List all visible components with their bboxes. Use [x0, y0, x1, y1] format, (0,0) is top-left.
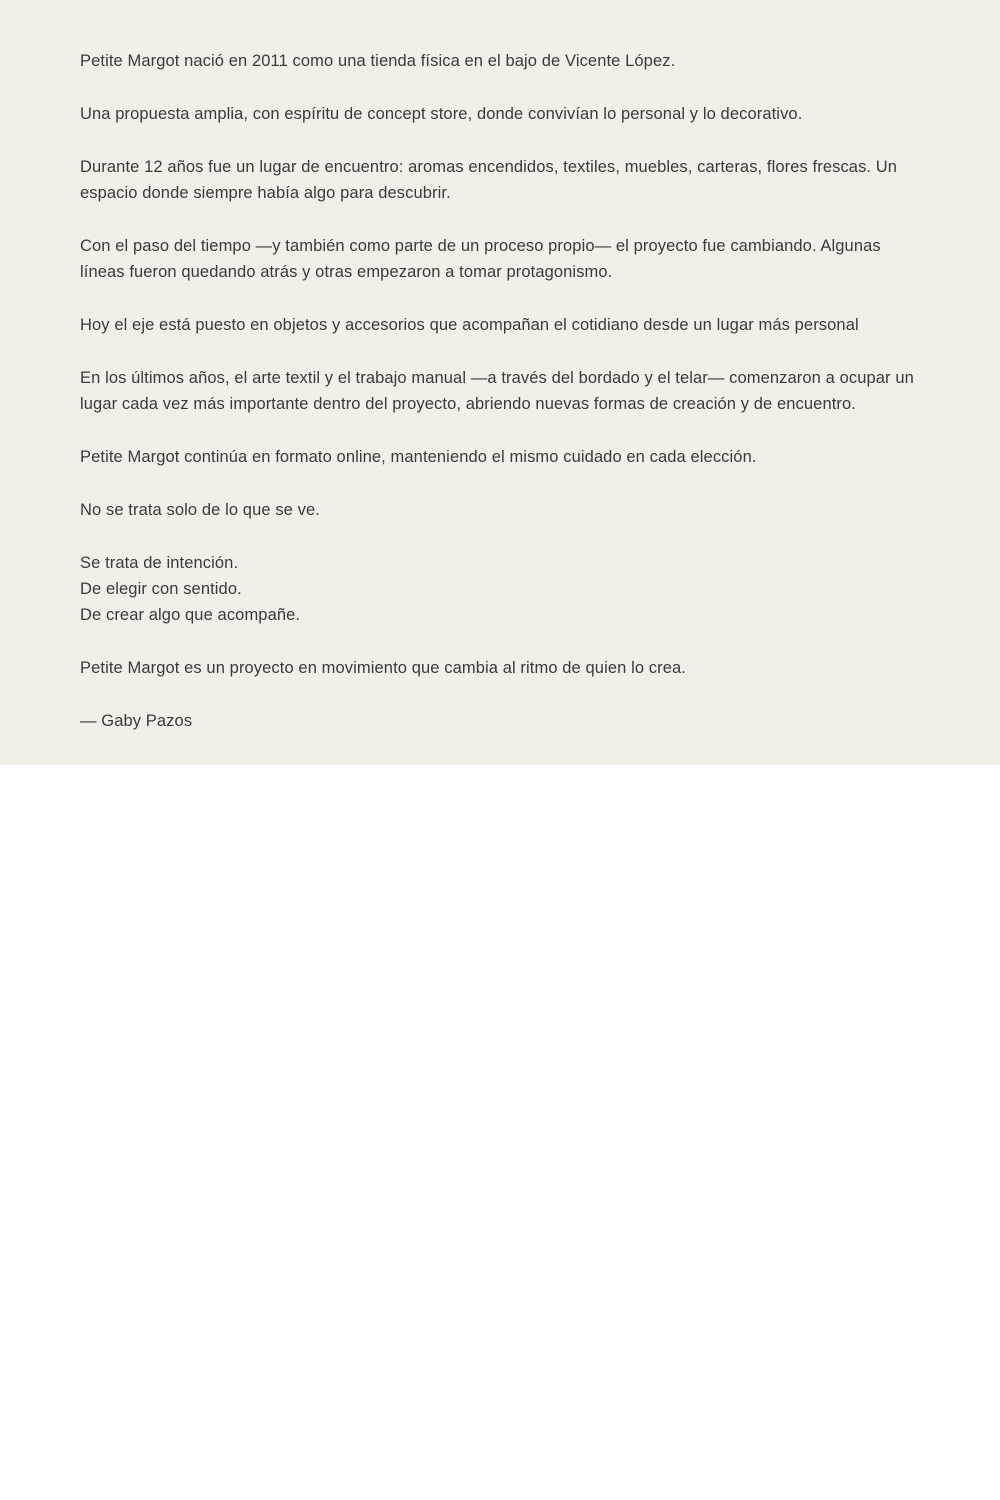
about-signature: — Gaby Pazos — [80, 712, 193, 730]
about-paragraph: Con el paso del tiempo —y también como parte de un proceso propio— el proyecto fue cambiando. Algunas líneas fueron quedando atrás y otras empezaron a tomar protagonismo. — [80, 237, 881, 281]
about-paragraph: No se trata solo de lo que se ve. — [80, 501, 320, 519]
manifesto-line: Se trata de intención. — [80, 554, 239, 572]
about-closing: Petite Margot es un proyecto en movimiento que cambia al ritmo de quien lo crea. — [80, 659, 686, 677]
about-paragraph: Petite Margot nació en 2011 como una tienda física en el bajo de Vicente López. — [80, 52, 676, 70]
about-paragraph: En los últimos años, el arte textil y el trabajo manual —a través del bordado y el telar— comenzaron a ocupar un lugar cada vez más importante dentro del proyecto, abriendo nuevas formas de creación y de encuentro. — [80, 369, 914, 413]
manifesto-line: De crear algo que acompañe. — [80, 606, 301, 624]
about-paragraph: Durante 12 años fue un lugar de encuentro: aromas encendidos, textiles, muebles, carteras, flores frescas. Un espacio donde siempre había algo para descubrir. — [80, 158, 898, 202]
about-paragraph: Hoy el eje está puesto en objetos y accesorios que acompañan el cotidiano desde un lugar más personal — [80, 316, 859, 334]
about-paragraph: Petite Margot continúa en formato online, manteniendo el mismo cuidado en cada elección. — [80, 448, 757, 466]
manifesto-line: De elegir con sentido. — [80, 580, 242, 598]
manifesto-block — [80, 550, 920, 628]
about-paragraph: Una propuesta amplia, con espíritu de concept store, donde convivían lo personal y lo decorativo. — [80, 105, 803, 123]
page-blank-area — [0, 765, 1000, 1500]
